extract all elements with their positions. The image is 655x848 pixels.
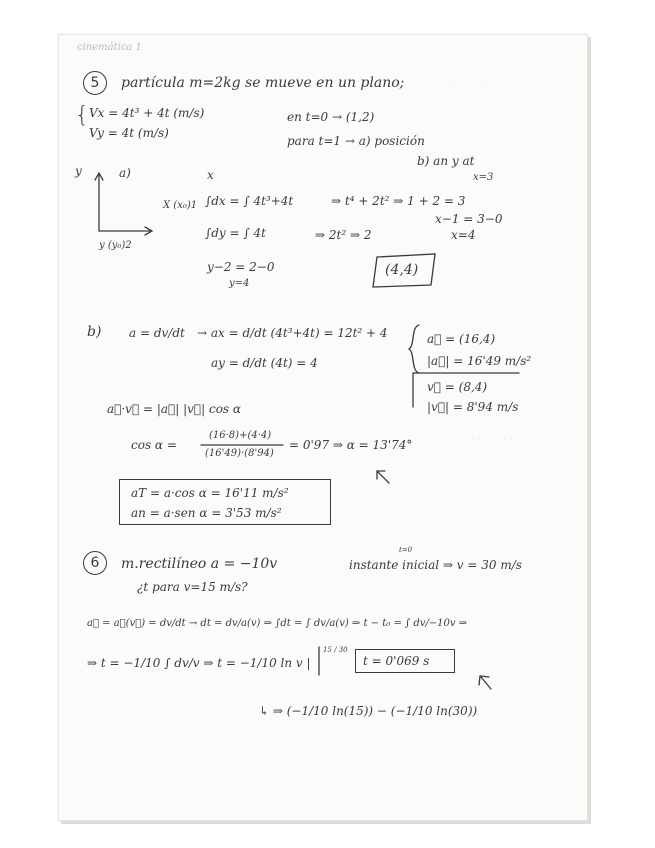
integral-x-result: ⇒ t⁴ + 2t² ⇒ 1 + 2 = 3 [331, 194, 466, 208]
evaluation-limits: 15 / 30 [323, 646, 348, 654]
y-result: y=4 [229, 278, 250, 289]
problem6-result: t = 0'069 s [363, 654, 430, 668]
problem6-statement: m.rectilíneo a = −10v [121, 556, 278, 572]
velocity-vector: v⃗ = (8,4) [427, 380, 488, 394]
problem6-line1: a⃗ = a⃗(v⃗) = dv/dt → dt = dv/a(v) ⇒ ∫dt = ∫ dv/a(v) ⇒ t − t₀ = ∫ dv/−10v ⇒ [87, 618, 468, 629]
cos-denominator: (16'49)·(8'94) [205, 448, 274, 459]
velocity-magnitude: |v⃗| = 8'94 m/s [427, 400, 519, 414]
normal-accel: an = a·sen α = 3'53 m/s² [131, 506, 282, 520]
tangential-accel: aT = a·cos α = 16'11 m/s² [131, 486, 289, 500]
question-b: b) an y at [417, 154, 475, 168]
y-equation: y−2 = 2−0 [207, 260, 275, 274]
axis-sketch [59, 35, 587, 820]
problem6-initial: instante inicial ⇒ v = 30 m/s [349, 558, 522, 572]
part-b-label: b) [87, 324, 102, 340]
cos-label: cos α = [131, 438, 177, 452]
accel-magnitude: |a⃗| = 16'49 m/s² [427, 354, 532, 368]
problem-number-5: 5 [83, 71, 107, 95]
header-label: cinemática 1 [77, 42, 142, 53]
bleed-through-text: · · · · · · · · · · · · · · [429, 79, 515, 90]
bleed-through-text: · · · · · · · · · · · [459, 435, 526, 446]
cos-numerator: (16·8)+(4·4) [209, 430, 272, 441]
problem5-statement: partícula m=2kg se mueve en un plano; [121, 75, 405, 91]
dot-product: a⃗·v⃗ = |a⃗| |v⃗| cos α [107, 402, 241, 416]
part-a-label: a) [119, 166, 131, 180]
vx-equation: Vx = 4t³ + 4t (m/s) [89, 106, 205, 120]
accel-definition: a = dv/dt [129, 326, 185, 340]
paper-sheet [58, 34, 588, 821]
axis-y-label: y [75, 164, 82, 178]
problem-number-6: 6 [83, 551, 107, 575]
integral-y: ∫dy = ∫ 4t [205, 226, 266, 240]
ax-derivative: → ax = d/dt (4t³+4t) = 12t² + 4 [197, 326, 388, 340]
t-zero-note: t=0 [399, 546, 413, 554]
question-a: para t=1 → a) posición [287, 134, 425, 148]
integral-x: ∫dx = ∫ 4t³+4t [205, 194, 294, 208]
problem6-question: ¿t para v=15 m/s? [137, 580, 248, 594]
system-brace: { [75, 103, 89, 128]
integral-y-limits: y (y₀)2 [99, 240, 132, 251]
x-result: x=4 [451, 228, 476, 242]
vy-equation: Vy = 4t (m/s) [89, 126, 169, 140]
integral-y-result: ⇒ 2t² ⇒ 2 [315, 228, 372, 242]
integral-x-limits: X (x₀)1 [163, 200, 198, 211]
axis-x-label: x [207, 168, 214, 182]
initial-condition: en t=0 → (1,2) [287, 110, 375, 124]
problem6-line3: ↳ ⇒ (−1/10 ln(15)) − (−1/10 ln(30)) [259, 704, 478, 718]
ay-derivative: ay = d/dt (4t) = 4 [211, 356, 318, 370]
x-equals-3-note: x=3 [473, 172, 494, 183]
accel-vector: a⃗ = (16,4) [427, 332, 496, 346]
x-equation: x−1 = 3−0 [435, 212, 503, 226]
cos-result: = 0'97 ⇒ α = 13'74° [289, 438, 413, 452]
position-result: (4,4) [385, 262, 419, 278]
problem6-line2: ⇒ t = −1/10 ∫ dv/v ⇒ t = −1/10 ln v | [87, 656, 311, 670]
